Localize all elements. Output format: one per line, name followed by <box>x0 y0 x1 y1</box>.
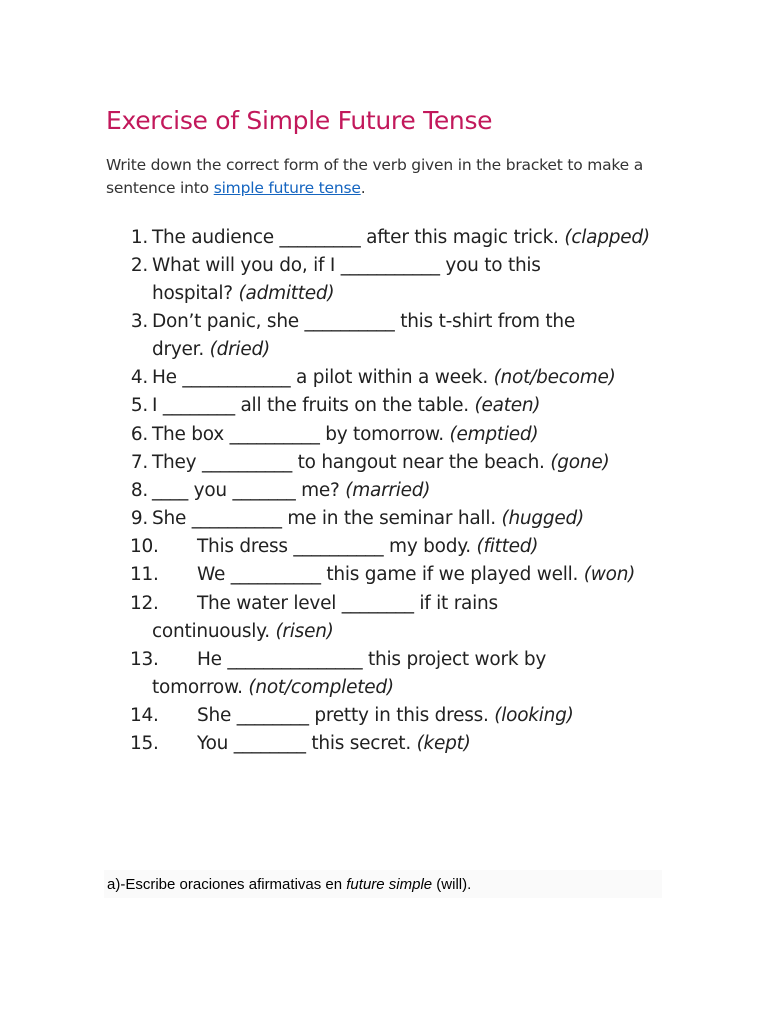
item-text: She __________ me in the seminar hall. <box>152 508 496 529</box>
item-sentence <box>197 561 635 589</box>
item-text: We __________ this game if we played well. <box>197 564 579 585</box>
item-number: 6. <box>130 424 148 445</box>
item-continuation <box>152 280 334 308</box>
item-text: The audience _________ after this magic trick. <box>152 227 559 248</box>
item-sentence <box>197 702 574 730</box>
instructions-end: . <box>360 179 366 197</box>
item-sentence <box>152 392 540 420</box>
spanish-instruction-suffix: (will). <box>432 876 472 893</box>
item-text: Don’t panic, she __________ this t-shirt from the <box>152 311 576 332</box>
item-verb-hint: (hugged) <box>501 508 584 529</box>
item-sentence <box>152 364 616 392</box>
item-number: 5. <box>130 395 148 416</box>
item-continuation <box>152 674 394 702</box>
item-verb-hint: (not/completed) <box>248 677 394 698</box>
simple-future-tense-link[interactable]: simple future tense <box>213 179 361 197</box>
item-verb-hint: (fitted) <box>476 536 539 557</box>
page-title: Exercise of Simple Future Tense <box>106 106 493 135</box>
item-verb-hint: (eaten) <box>474 395 541 416</box>
item-verb-hint: (clapped) <box>564 227 650 248</box>
item-number: 8. <box>130 480 148 501</box>
item-number: 15. <box>130 733 159 754</box>
item-number: 14. <box>130 705 159 726</box>
item-sentence <box>152 477 430 505</box>
item-text-continued: continuously. <box>152 621 270 642</box>
item-text: ____ you _______ me? <box>152 480 340 501</box>
item-text: You ________ this secret. <box>197 733 411 754</box>
item-verb-hint: (married) <box>345 480 431 501</box>
instructions <box>106 154 686 200</box>
item-sentence <box>197 730 471 758</box>
item-sentence <box>197 590 498 618</box>
item-verb-hint: (risen) <box>275 621 334 642</box>
item-text: I ________ all the fruits on the table. <box>152 395 469 416</box>
item-verb-hint: (kept) <box>416 733 471 754</box>
spanish-instruction-term: future simple <box>346 876 433 893</box>
item-text: The water level ________ if it rains <box>197 593 498 614</box>
item-text: This dress __________ my body. <box>197 536 471 557</box>
item-text: He ____________ a pilot within a week. <box>152 367 488 388</box>
spanish-instruction-text: a)-Escribe oraciones afirmativas en <box>107 876 347 893</box>
item-verb-hint: (emptied) <box>449 424 539 445</box>
item-continuation <box>152 618 334 646</box>
item-text-continued: tomorrow. <box>152 677 243 698</box>
item-number: 9. <box>130 508 148 529</box>
item-sentence <box>197 533 538 561</box>
item-text: He _______________ this project work by <box>197 649 547 670</box>
item-sentence <box>152 449 609 477</box>
item-text: What will you do, if I ___________ you to this <box>152 255 541 276</box>
item-verb-hint: (gone) <box>550 452 610 473</box>
item-number: 13. <box>130 649 159 670</box>
item-number: 1. <box>130 227 148 248</box>
spanish-instruction <box>107 876 471 893</box>
item-number: 4. <box>130 367 148 388</box>
item-verb-hint: (dried) <box>209 339 270 360</box>
item-continuation <box>152 336 270 364</box>
item-number: 10. <box>130 536 159 557</box>
item-verb-hint: (admitted) <box>238 283 335 304</box>
item-sentence <box>152 224 650 252</box>
item-text: They __________ to hangout near the beach. <box>152 452 545 473</box>
item-number: 3. <box>130 311 148 332</box>
instructions-text: Write down the correct form of the verb given in the bracket to make a sentence into <box>106 156 643 197</box>
item-sentence <box>152 308 575 336</box>
item-sentence <box>152 252 541 280</box>
item-sentence <box>197 646 546 674</box>
item-text: She ________ pretty in this dress. <box>197 705 489 726</box>
item-number: 12. <box>130 593 159 614</box>
item-text-continued: hospital? <box>152 283 233 304</box>
item-verb-hint: (looking) <box>494 705 574 726</box>
item-number: 2. <box>130 255 148 276</box>
item-verb-hint: (won) <box>583 564 636 585</box>
item-verb-hint: (not/become) <box>493 367 616 388</box>
item-sentence <box>152 421 538 449</box>
item-text-continued: dryer. <box>152 339 204 360</box>
item-number: 11. <box>130 564 159 585</box>
item-number: 7. <box>130 452 148 473</box>
item-text: The box __________ by tomorrow. <box>152 424 444 445</box>
item-sentence <box>152 505 584 533</box>
